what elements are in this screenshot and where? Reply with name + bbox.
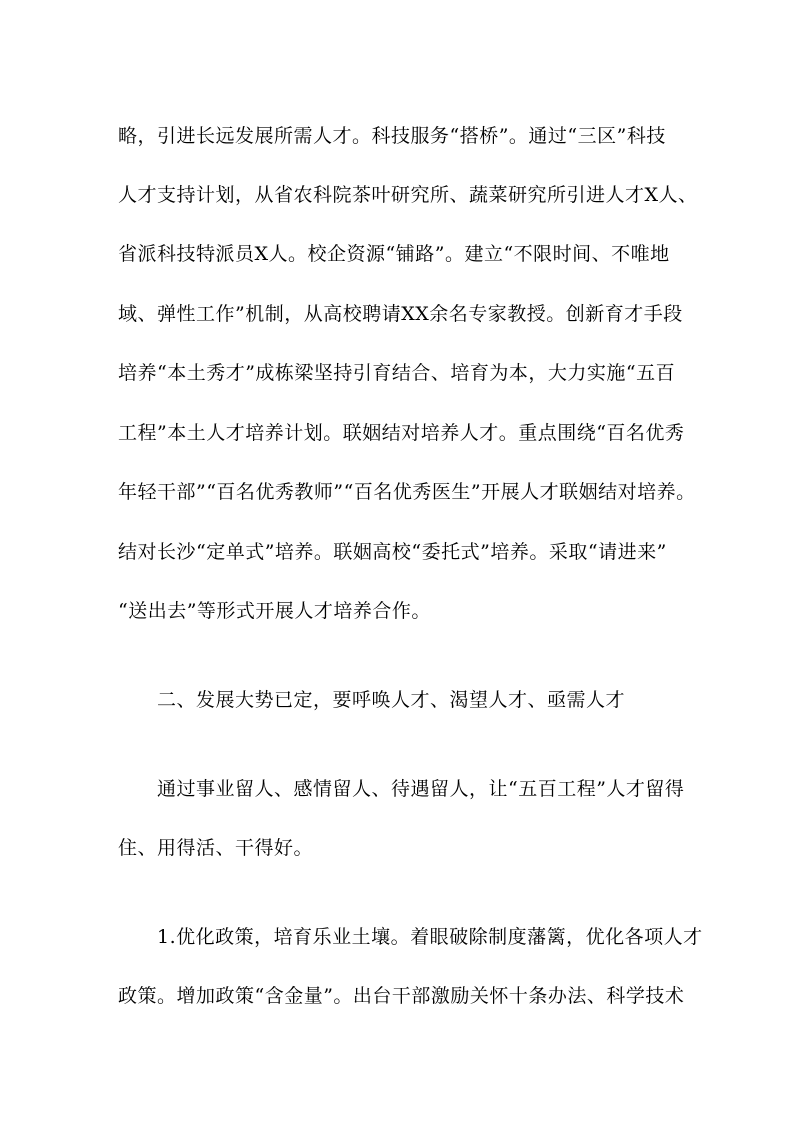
body-text-line: 工程”本土人才培养计划。联姻结对培养人才。重点围绕“百名优秀 <box>118 422 685 444</box>
body-text-line: “送出去”等形式开展人才培养合作。 <box>118 600 431 622</box>
body-text-line: 住、用得活、干得好。 <box>118 837 314 859</box>
body-text-line: 域、弹性工作”机制，从高校聘请XX余名专家教授。创新育才手段 <box>118 303 683 325</box>
body-text-line: 略，引进长远发展所需人才。科技服务“搭桥”。通过“三区”科技 <box>118 125 666 147</box>
body-text-line: 年轻干部”“百名优秀教师”“百名优秀医生”开展人才联姻结对培养。 <box>118 481 696 503</box>
body-text-line: 结对长沙“定单式”培养。联姻高校“委托式”培养。采取“请进来” <box>118 541 667 563</box>
body-text-line: 省派科技特派员X人。校企资源“铺路”。建立“不限时间、不唯地 <box>118 243 670 265</box>
body-text-line: 培养“本土秀才”成栋梁坚持引育结合、培育为本，大力实施“五百 <box>118 362 676 384</box>
section-heading: 二、发展大势已定，要呼唤人才、渴望人才、亟需人才 <box>157 689 626 711</box>
body-text-line: 政策。增加政策“含金量”。出台干部激励关怀十条办法、科学技术 <box>118 985 685 1007</box>
body-text-line: 通过事业留人、感情留人、待遇留人，让“五百工程”人才留得 <box>157 778 685 800</box>
body-text-line: 1.优化政策，培育乐业土壤。着眼破除制度藩篱，优化各项人才 <box>157 926 703 948</box>
body-text-line: 人才支持计划，从省农科院茶叶研究所、蔬菜研究所引进人才X人、 <box>118 184 698 206</box>
